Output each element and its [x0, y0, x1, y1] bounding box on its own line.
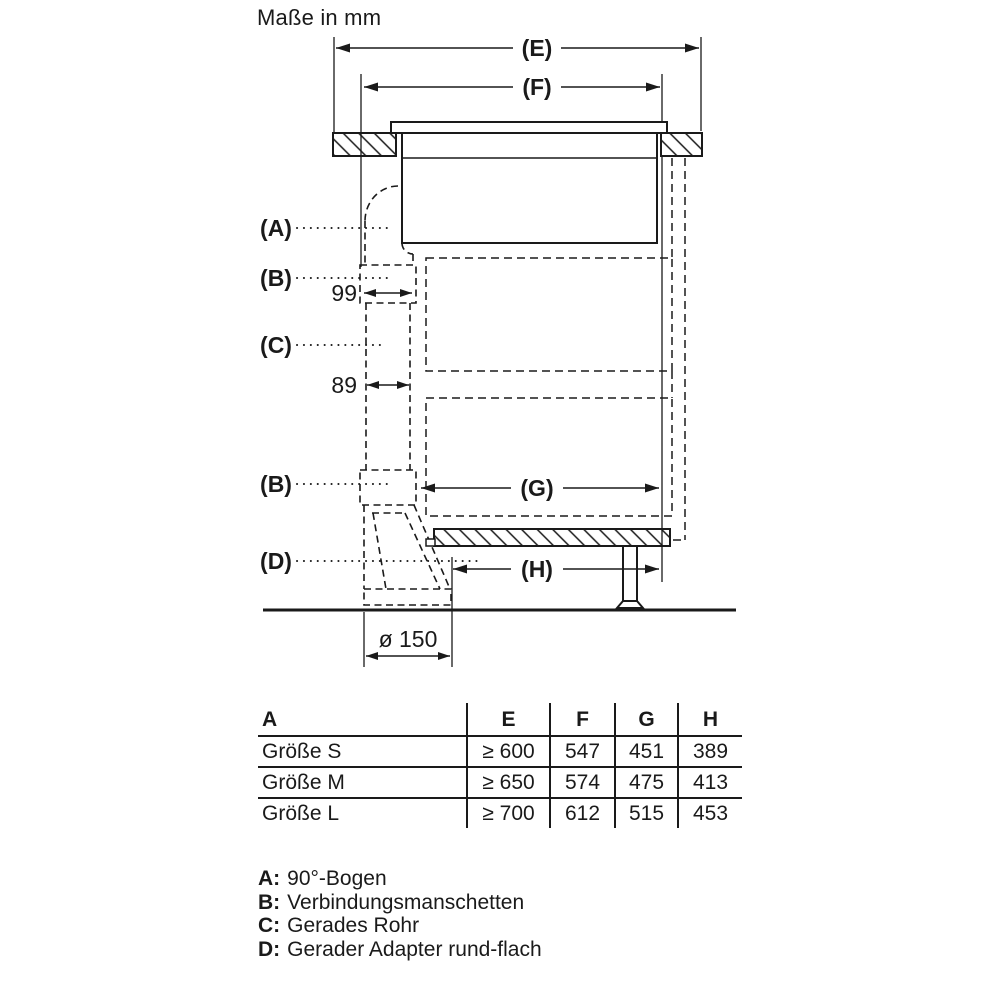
col-header-f: F	[550, 703, 615, 736]
dim-value-89: 89	[331, 372, 357, 398]
countertop-left-section	[333, 133, 396, 156]
col-header-a: A	[258, 703, 467, 736]
cabinet-shelf	[434, 529, 670, 546]
value-g: 515	[615, 798, 678, 828]
dimension-99	[331, 280, 412, 306]
dimension-diameter-150	[366, 626, 450, 660]
round-to-flat-adapter	[364, 505, 451, 605]
legend-item-c	[258, 914, 542, 938]
table-header-row	[258, 703, 742, 736]
dimension-g	[421, 474, 659, 502]
legend-text: Gerades Rohr	[287, 914, 420, 937]
value-g: 475	[615, 767, 678, 798]
col-header-g: G	[615, 703, 678, 736]
value-g: 451	[615, 736, 678, 767]
part-label-d: (D)	[260, 548, 292, 574]
dim-label-g: (G)	[520, 475, 554, 501]
dim-label-h: (H)	[521, 556, 553, 582]
countertop-right-section	[661, 133, 702, 156]
dimension-f	[364, 73, 660, 101]
col-header-e: E	[467, 703, 550, 736]
legend-text: Gerader Adapter rund-flach	[287, 937, 542, 961]
size-label: Größe M	[258, 767, 467, 798]
legend-item-b	[258, 891, 542, 915]
dimension-e	[336, 34, 699, 62]
cooktop-glass-plate	[391, 122, 667, 133]
part-label-c: (C)	[260, 332, 292, 358]
value-h: 413	[678, 767, 742, 798]
size-label: Größe S	[258, 736, 467, 767]
legend-text: Verbindungsmanschetten	[287, 890, 525, 914]
legend-key: C:	[258, 914, 281, 937]
part-label-a: (A)	[260, 215, 292, 241]
legend-text: 90°-Bogen	[287, 867, 387, 890]
table-row	[258, 798, 742, 828]
dim-value-99: 99	[331, 280, 357, 306]
shelf-step	[426, 539, 435, 546]
dimension-89	[331, 372, 409, 398]
dimensions-table	[258, 703, 742, 828]
legend-key: A:	[258, 867, 281, 890]
part-label-b-upper: (B)	[260, 265, 292, 291]
leader-lines	[297, 228, 478, 561]
dim-value-diameter: ø 150	[378, 626, 438, 652]
parts-legend	[258, 867, 542, 961]
col-header-h: H	[678, 703, 742, 736]
connection-sleeve-upper	[360, 265, 416, 303]
part-label-b-lower: (B)	[260, 471, 292, 497]
diagram-title: Maße in mm	[257, 5, 382, 30]
legend-item-a	[258, 867, 542, 891]
legend-key: B:	[258, 890, 281, 914]
value-h: 389	[678, 736, 742, 767]
legend-key: D:	[258, 937, 281, 961]
value-f: 547	[550, 736, 615, 767]
cooktop-body	[391, 122, 667, 243]
size-label: Größe L	[262, 801, 340, 825]
value-e: ≥ 600	[467, 736, 550, 767]
table-row	[258, 767, 742, 798]
value-h: 453	[678, 798, 742, 828]
connection-sleeve-lower	[360, 470, 416, 505]
dim-label-e: (E)	[521, 35, 553, 61]
leg-foot	[617, 601, 643, 608]
cabinet-leg	[623, 546, 637, 601]
legend-item-d	[258, 938, 542, 962]
dim-label-f: (F)	[522, 74, 552, 100]
part-labels	[260, 215, 292, 574]
cooktop-plenum-box	[402, 133, 657, 243]
value-e: ≥ 650	[467, 767, 550, 798]
value-f: 612	[550, 798, 615, 828]
table-row	[258, 736, 742, 767]
value-e: ≥ 700	[467, 798, 550, 828]
value-f: 574	[550, 767, 615, 798]
